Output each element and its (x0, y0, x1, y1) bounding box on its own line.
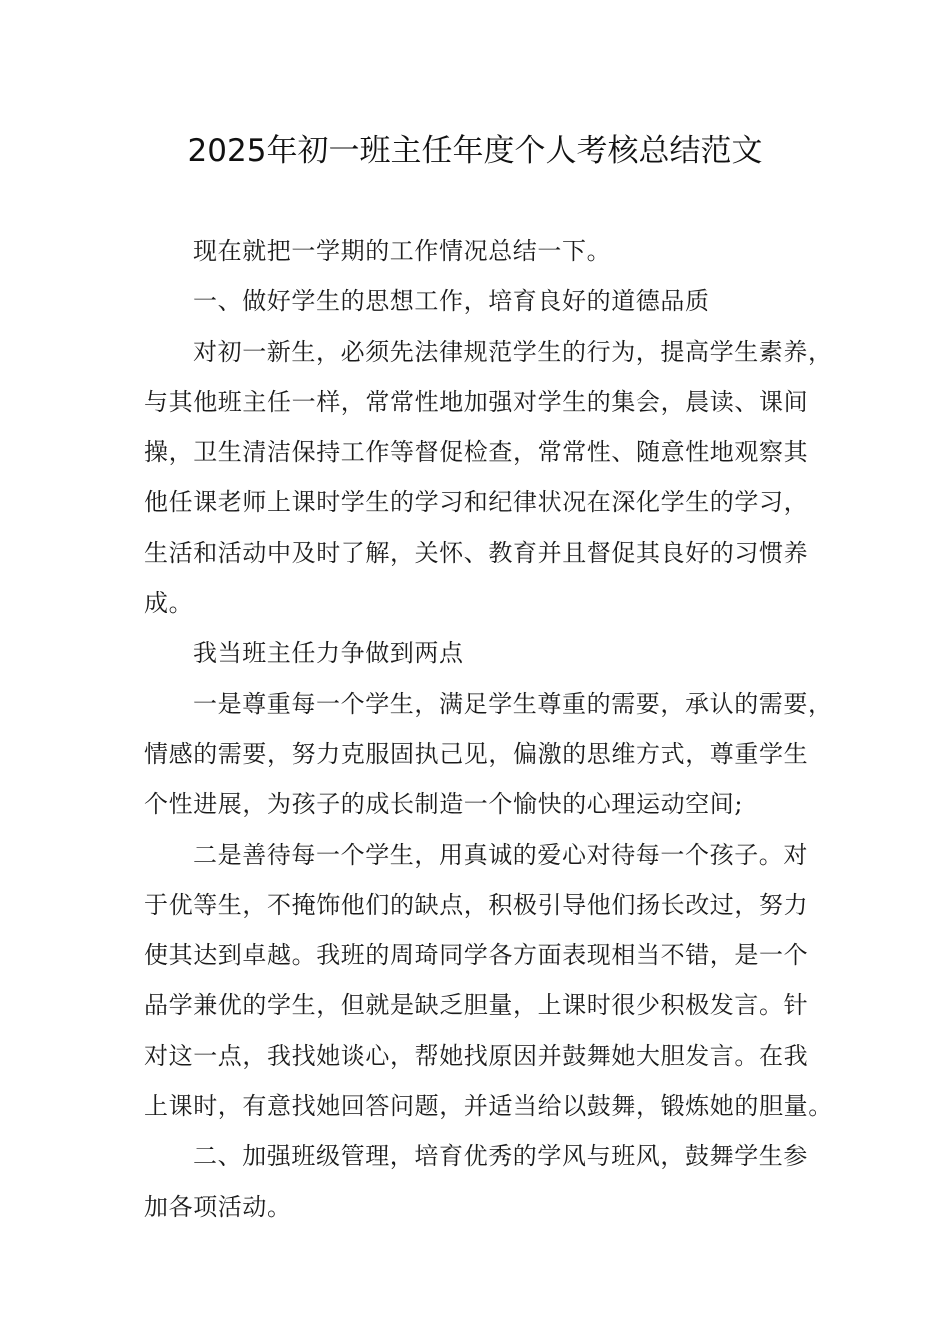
text-line: 成。 (144, 589, 194, 618)
text-line: 情感的需要，努力克服固执己见，偏激的思维方式，尊重学生 (144, 739, 809, 768)
section-heading: 二、加强班级管理，培育优秀的学风与班风，鼓舞学生参 (193, 1142, 808, 1171)
text-line: 他任课老师上课时学生的学习和纪律状况在深化学生的学习， (144, 488, 809, 517)
text-line: 上课时，有意找她回答问题，并适当给以鼓舞，锻炼她的胆量。 (144, 1092, 833, 1121)
text-line: 现在就把一学期的工作情况总结一下。 (193, 237, 612, 265)
text-line: 于优等生，不掩饰他们的缺点，积极引导他们扬长改过，努力 (144, 890, 809, 919)
text-line: 操，卫生清洁保持工作等督促检查，常常性、随意性地观察其 (144, 438, 809, 467)
text-line: 与其他班主任一样，常常性地加强对学生的集会，晨读、课间 (144, 387, 809, 416)
section-heading: 一、做好学生的思想工作，培育良好的道德品质 (193, 287, 710, 316)
text-line: 我当班主任力争做到两点 (193, 639, 464, 668)
text-line: 个性进展，为孩子的成长制造一个愉快的心理运动空间; (144, 790, 744, 819)
text-line: 加各项活动。 (144, 1192, 292, 1221)
document-body (144, 226, 834, 1232)
text-line: 二是善待每一个学生，用真诚的爱心对待每一个孩子。对 (193, 840, 808, 869)
text-line: 对这一点，我找她谈心，帮她找原因并鼓舞她大胆发言。在我 (144, 1041, 809, 1070)
document-title: 2025年初一班主任年度个人考核总结范文 (187, 133, 763, 169)
text-line: 品学兼优的学生，但就是缺乏胆量，上课时很少积极发言。针 (144, 991, 809, 1020)
text-line: 对初一新生，必须先法律规范学生的行为，提高学生素养， (193, 337, 833, 366)
text-line: 生活和活动中及时了解，关怀、教育并且督促其良好的习惯养 (144, 538, 809, 567)
text-line: 一是尊重每一个学生，满足学生尊重的需要，承认的需要， (193, 689, 833, 718)
text-line: 使其达到卓越。我班的周琦同学各方面表现相当不错，是一个 (144, 941, 809, 970)
